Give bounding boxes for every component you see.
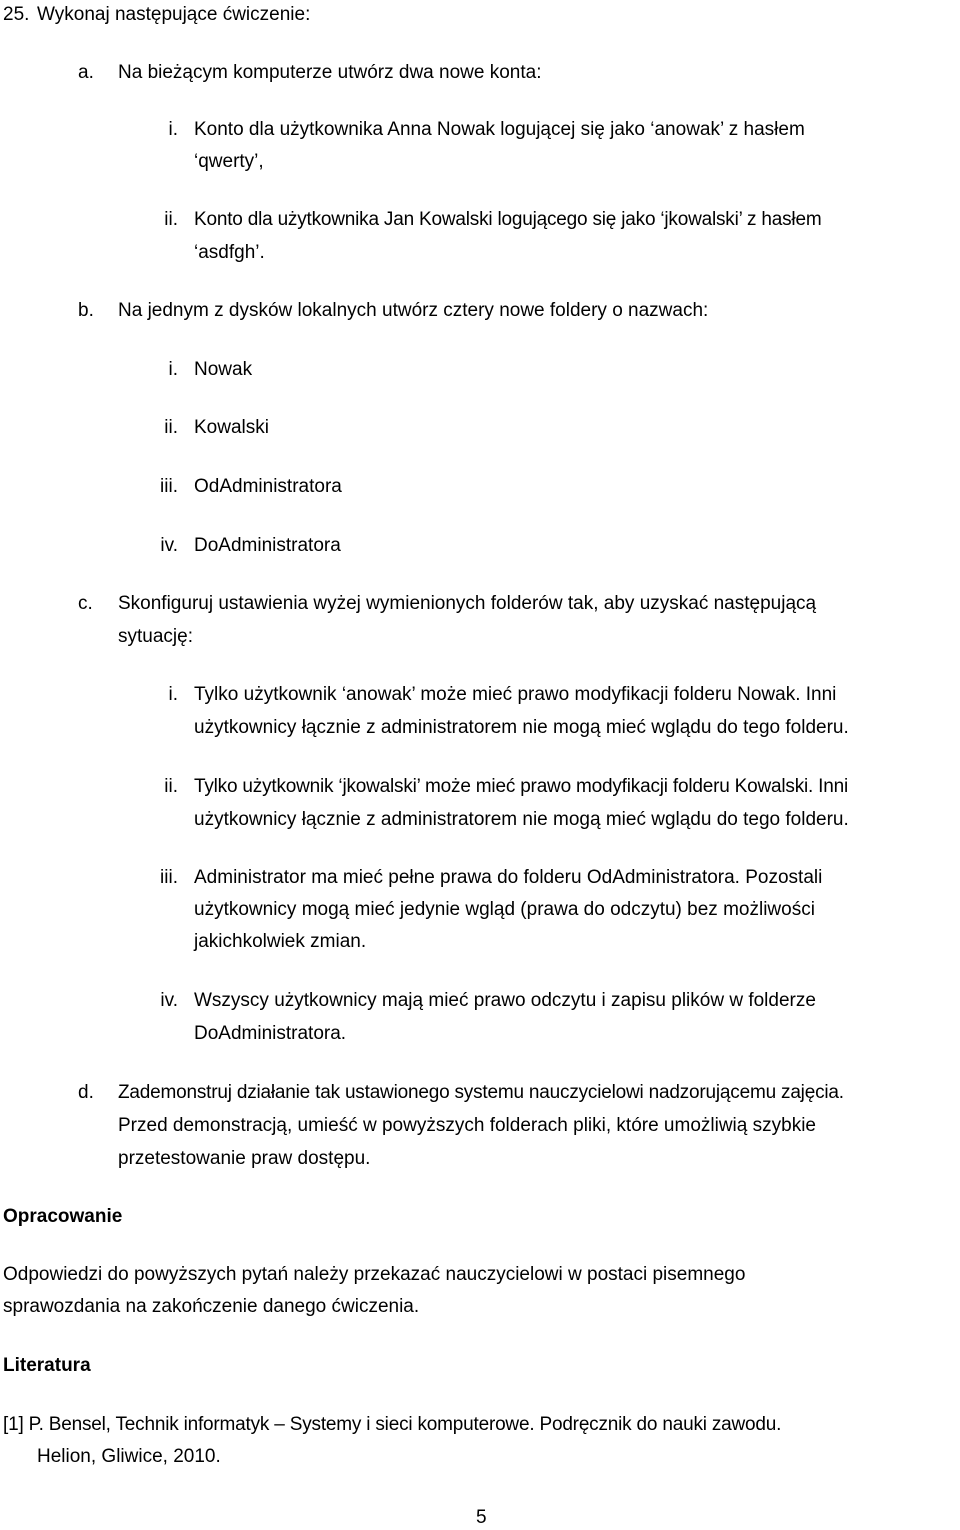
folder-name-nowak: Nowak xyxy=(194,359,253,380)
item-b-text: Na jednym z dysków lokalnych utwórz cztery nowe foldery o nazwach: xyxy=(118,300,709,321)
item-c-iv-line-1: Wszyscy użytkownicy mają mieć prawo odczytu i zapisu plików w folderze xyxy=(194,990,816,1011)
item-c-ii-line-2: użytkownicy łącznie z administratorem nie mogą mieć wglądu do tego folderu. xyxy=(194,809,849,830)
item-a-ii-line-1: Konto dla użytkownika Jan Kowalski logującego się jako ‘jkowalski’ z hasłem xyxy=(194,209,822,230)
item-a-i-marker: i. xyxy=(168,119,178,140)
literatura-reference-line-1: [1] P. Bensel, Technik informatyk – Systemy i sieci komputerowe. Podręcznik do nauki zawodu. xyxy=(3,1414,782,1435)
opracowanie-line-1: Odpowiedzi do powyższych pytań należy przekazać nauczycielowi w postaci pisemnego xyxy=(3,1264,746,1285)
item-c-marker: c. xyxy=(78,593,93,614)
literatura-reference-line-2: Helion, Gliwice, 2010. xyxy=(37,1446,221,1467)
item-c-iii-line-2: użytkownicy mogą mieć jedynie wgląd (prawa do odczytu) bez możliwości xyxy=(194,899,815,920)
item-c-line-2: sytuację: xyxy=(118,626,193,647)
item-c-i-line-2: użytkownicy łącznie z administratorem nie mogą mieć wglądu do tego folderu. xyxy=(194,717,849,738)
item-a-i-line-1: Konto dla użytkownika Anna Nowak logującej się jako ‘anowak’ z hasłem xyxy=(194,119,805,140)
opracowanie-heading: Opracowanie xyxy=(3,1206,123,1227)
item-a-text: Na bieżącym komputerze utwórz dwa nowe konta: xyxy=(118,62,542,83)
item-c-iii-marker: iii. xyxy=(160,867,178,888)
item-a-ii-line-2: ‘asdfgh’. xyxy=(194,242,265,263)
item-b-marker: b. xyxy=(78,300,94,321)
item-a-ii-marker: ii. xyxy=(164,209,178,230)
item-b-ii-marker: ii. xyxy=(164,417,178,438)
page-number: 5 xyxy=(476,1507,487,1528)
item-d-line-1: Zademonstruj działanie tak ustawionego systemu nauczycielowi nadzorującemu zajęcia. xyxy=(118,1082,844,1103)
item-b-iv-marker: iv. xyxy=(160,535,178,556)
item-c-iv-line-2: DoAdministratora. xyxy=(194,1023,347,1044)
folder-name-kowalski: Kowalski xyxy=(194,417,269,438)
item-c-iii-line-1: Administrator ma mieć pełne prawa do folderu OdAdministratora. Pozostali xyxy=(194,867,823,888)
exercise-number: 25. xyxy=(3,4,30,25)
item-d-line-3: przetestowanie praw dostępu. xyxy=(118,1148,371,1169)
item-d-marker: d. xyxy=(78,1082,94,1103)
item-c-ii-line-1: Tylko użytkownik ‘jkowalski’ może mieć prawo modyfikacji folderu Kowalski. Inni xyxy=(194,776,849,797)
item-a-i-line-2: ‘qwerty’, xyxy=(194,151,264,172)
opracowanie-line-2: sprawozdania na zakończenie danego ćwiczenia. xyxy=(3,1296,420,1317)
item-c-i-line-1: Tylko użytkownik ‘anowak’ może mieć prawo modyfikacji folderu Nowak. Inni xyxy=(194,684,837,705)
item-c-ii-marker: ii. xyxy=(164,776,178,797)
folder-name-doadministratora: DoAdministratora xyxy=(194,535,341,556)
item-c-i-marker: i. xyxy=(168,684,178,705)
exercise-title: Wykonaj następujące ćwiczenie: xyxy=(37,4,311,25)
item-b-i-marker: i. xyxy=(168,359,178,380)
item-b-iii-marker: iii. xyxy=(160,476,178,497)
literatura-heading: Literatura xyxy=(3,1355,91,1376)
item-d-line-2: Przed demonstracją, umieść w powyższych folderach pliki, które umożliwią szybkie xyxy=(118,1115,816,1136)
item-c-line-1: Skonfiguruj ustawienia wyżej wymienionych folderów tak, aby uzyskać następującą xyxy=(118,593,817,614)
item-c-iv-marker: iv. xyxy=(160,990,178,1011)
folder-name-odadministratora: OdAdministratora xyxy=(194,476,342,497)
item-a-marker: a. xyxy=(78,62,94,83)
item-c-iii-line-3: jakichkolwiek zmian. xyxy=(194,931,367,952)
